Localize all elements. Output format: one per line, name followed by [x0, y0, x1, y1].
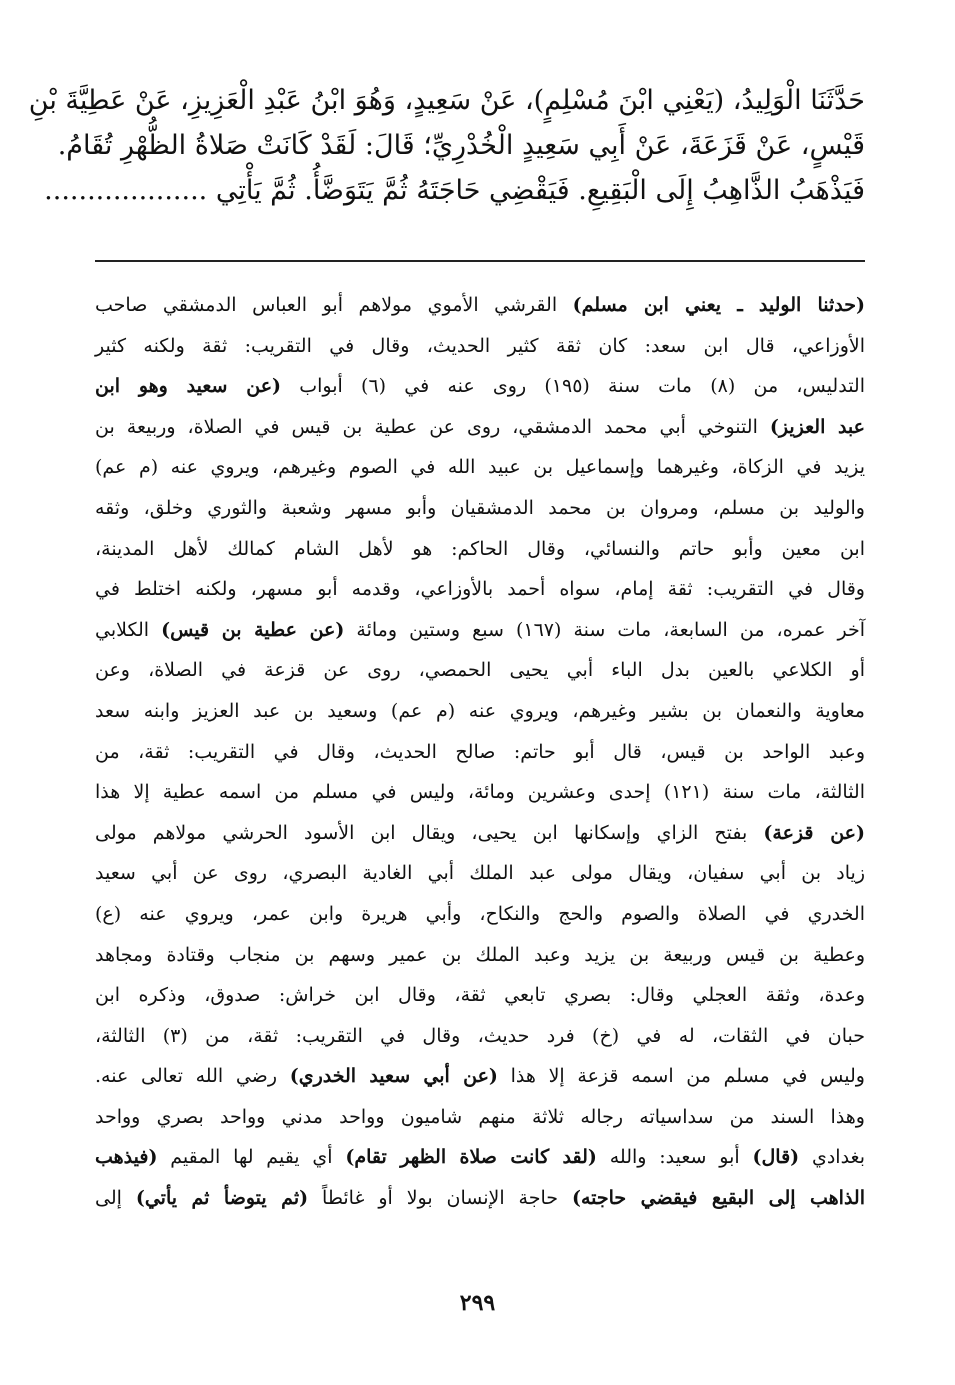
- commentary-line: [95, 894, 865, 935]
- hadith-text: [28, 78, 865, 213]
- commentary-bold-quote: (ثم يتوضأ ثم يأتي): [135, 1187, 309, 1210]
- commentary-bold-quote: (فيذهب: [95, 1146, 158, 1169]
- commentary-line: [95, 1016, 865, 1057]
- commentary-line: [95, 326, 865, 367]
- commentary-line: [95, 1056, 865, 1097]
- commentary-run: وعدة، وثقة العجلي وقال: بصري تابعي ثقة، وقال ابن خراش: صدوق، وذكره ابن: [95, 984, 865, 1007]
- commentary-run: ابن معين وأبو حاتم والنسائي، وقال الحاكم: هو لأهل الشام كمالك لأهل المدينة،: [95, 537, 865, 560]
- commentary-run: رضي الله تعالى عنه.: [95, 1065, 290, 1088]
- commentary-bold-quote: عبد العزيز): [769, 415, 866, 438]
- commentary-run: معاوية والنعمان بن بشير وغيرهم، ويروي عنه (م عم) وسعيد بن عبد العزيز وابنه سعد: [95, 699, 865, 722]
- commentary-line: [95, 935, 865, 976]
- commentary-line: [95, 975, 865, 1016]
- commentary-run: حبان في الثقات، له في (خ) فرد حديث، وقال في التقريب: ثقة، من (٣) الثالثة،: [95, 1024, 865, 1047]
- commentary-line: [95, 1097, 865, 1138]
- hadith-line: قَيْسٍ، عَنْ قَزَعَةَ، عَنْ أَبِي سَعِيدٍ الْخُدْرِيِّ؛ قَالَ: لَقَدْ كَانَتْ صَلاةُ الظُّهْرِ تُقَامُ.: [57, 130, 865, 161]
- commentary-run: وقال في التقريب: ثقة إمام، سواه أحمد بالأوزاعي، وقدمه أبو مسهر، ولكنه اختلط في: [95, 578, 865, 601]
- commentary-bold-quote: (عن عطية بن قيس): [161, 618, 345, 641]
- commentary-line: [95, 610, 865, 651]
- commentary-run: وعبد الواحد بن قيس، قال أبو حاتم: صالح الحديث، وقال في التقريب: ثقة، من: [95, 740, 865, 763]
- commentary-run: إلى: [95, 1187, 136, 1210]
- commentary-run: يزيد في الزكاة، وغيرهما وإسماعيل بن عبيد الله في الصوم وغيرهم، ويروي عنه (م عم): [95, 456, 865, 479]
- commentary-line: [95, 1137, 865, 1178]
- commentary-line: [95, 691, 865, 732]
- commentary-run: التنوخي أبي محمد الدمشقي، روى عن عطية بن قيس في الصلاة، وربيعة بن: [95, 415, 770, 438]
- commentary-run: وعطية بن قيس وربيعة بن يزيد وعبد الملك بن عمير وسهم بن منجاب وقتادة ومجاهد: [95, 943, 865, 966]
- commentary-line: [95, 813, 865, 854]
- page-number: ٢٩٩: [459, 1290, 496, 1316]
- commentary-run: القرشي الأموي مولاهم أبو العباس الدمشقي صاحب: [95, 294, 573, 316]
- footnote-separator: [95, 260, 865, 262]
- commentary-bold-quote: الذاهب إلى البقيع فيقضي حاجته): [571, 1187, 865, 1210]
- commentary-bold-quote: (لقد كانت صلاة الظهر تقام): [345, 1146, 597, 1169]
- hadith-paragraph: [28, 78, 865, 213]
- commentary-run: زياد بن أبي سفيان، ويقال مولى عبد الملك أبي الغادية البصري، روى عن أبي سعيد: [95, 862, 865, 885]
- commentary-line: [95, 1178, 865, 1219]
- commentary-line: [95, 407, 865, 448]
- commentary-run: الخدري في الصلاة والصوم والحج والنكاح، وأبي هريرة وابن عمر، ويروي عنه (ع): [95, 902, 865, 925]
- commentary-run: والوليد بن مسلم، ومروان بن محمد الدمشقيان وأبو مسهر وشعبة والثوري وخلق، وثقه: [95, 496, 865, 519]
- commentary-bold-quote: (عن قزعة): [763, 821, 865, 844]
- commentary-line: [95, 772, 865, 813]
- commentary-run: التدليس، من (٨) مات سنة (١٩٥) روى عنه في (٦) أبواب: [281, 375, 865, 398]
- commentary-run: أي يقيم لها المقيم: [157, 1146, 346, 1169]
- commentary-run: آخر عمره، من السابعة، مات سنة (١٦٧) سبع وستين ومائة: [344, 618, 866, 641]
- commentary-run: الثالثة، مات سنة (١٢١) إحدى وعشرين ومائة، وليس في مسلم من اسمه عطية إلا هذا: [95, 781, 865, 804]
- commentary-bold-quote: (حدثنا الوليد ـ يعني ابن مسلم): [572, 294, 865, 316]
- commentary-line: [95, 447, 865, 488]
- commentary-line: [95, 853, 865, 894]
- hadith-line: حَدَّثَنَا الْوَلِيدُ، (يَعْنِي ابْنَ مُسْلِمٍ)، عَنْ سَعِيدٍ، وَهُوَ ابْنُ عَبْدِ الْعَزِيزِ، عَنْ عَطِيَّةَ بْنِ: [28, 85, 865, 116]
- commentary-run: بغدادي: [799, 1146, 865, 1169]
- commentary-bold-quote: (قال): [752, 1146, 800, 1169]
- commentary-run: أبو سعيد: والله: [596, 1146, 753, 1169]
- hadith-line: فَيَذْهَبُ الذَّاهِبُ إِلَى الْبَقِيعِ. فَيَقْضِي حَاجَتَهُ ثُمَّ يَتَوَضَّأُ. ثُمَّ يَأْتِي ...................: [44, 175, 865, 206]
- commentary-line: [95, 569, 865, 610]
- commentary-run: الكلابي: [95, 618, 162, 641]
- commentary-bold-quote: (عن سعيد وهو ابن: [95, 375, 282, 398]
- commentary-line: [95, 529, 865, 570]
- commentary-run: أو الكلاعي بالعين بدل الباء أبي يحيى الحمصي، روى عن قزعة في الصلاة، وعن: [95, 659, 865, 682]
- commentary-run: وليس في مسلم من اسمه قزعة إلا هذا: [497, 1065, 865, 1088]
- commentary-bold-quote: (عن أبي سعيد الخدري): [289, 1065, 498, 1088]
- commentary-line: [95, 285, 865, 326]
- commentary-run: الأوزاعي، قال ابن سعد: كان ثقة كثير الحديث، وقال في التقريب: ثقة ولكنه كثير: [95, 334, 865, 357]
- commentary-line: [95, 488, 865, 529]
- commentary-run: حاجة الإنسان بولا أو غائطاً: [308, 1187, 572, 1210]
- commentary-line: [95, 732, 865, 773]
- commentary-line: [95, 366, 865, 407]
- commentary-run: بفتح الزاي وإسكانها ابن يحيى، ويقال ابن الأسود الحرشي مولاهم مولى: [95, 821, 764, 844]
- commentary-text: [95, 285, 865, 1219]
- commentary-line: [95, 650, 865, 691]
- commentary-run: وهذا السند من سداسياته رجاله ثلاثة منهم شاميون وواحد مدني وواحد بصري وواحد: [95, 1105, 865, 1128]
